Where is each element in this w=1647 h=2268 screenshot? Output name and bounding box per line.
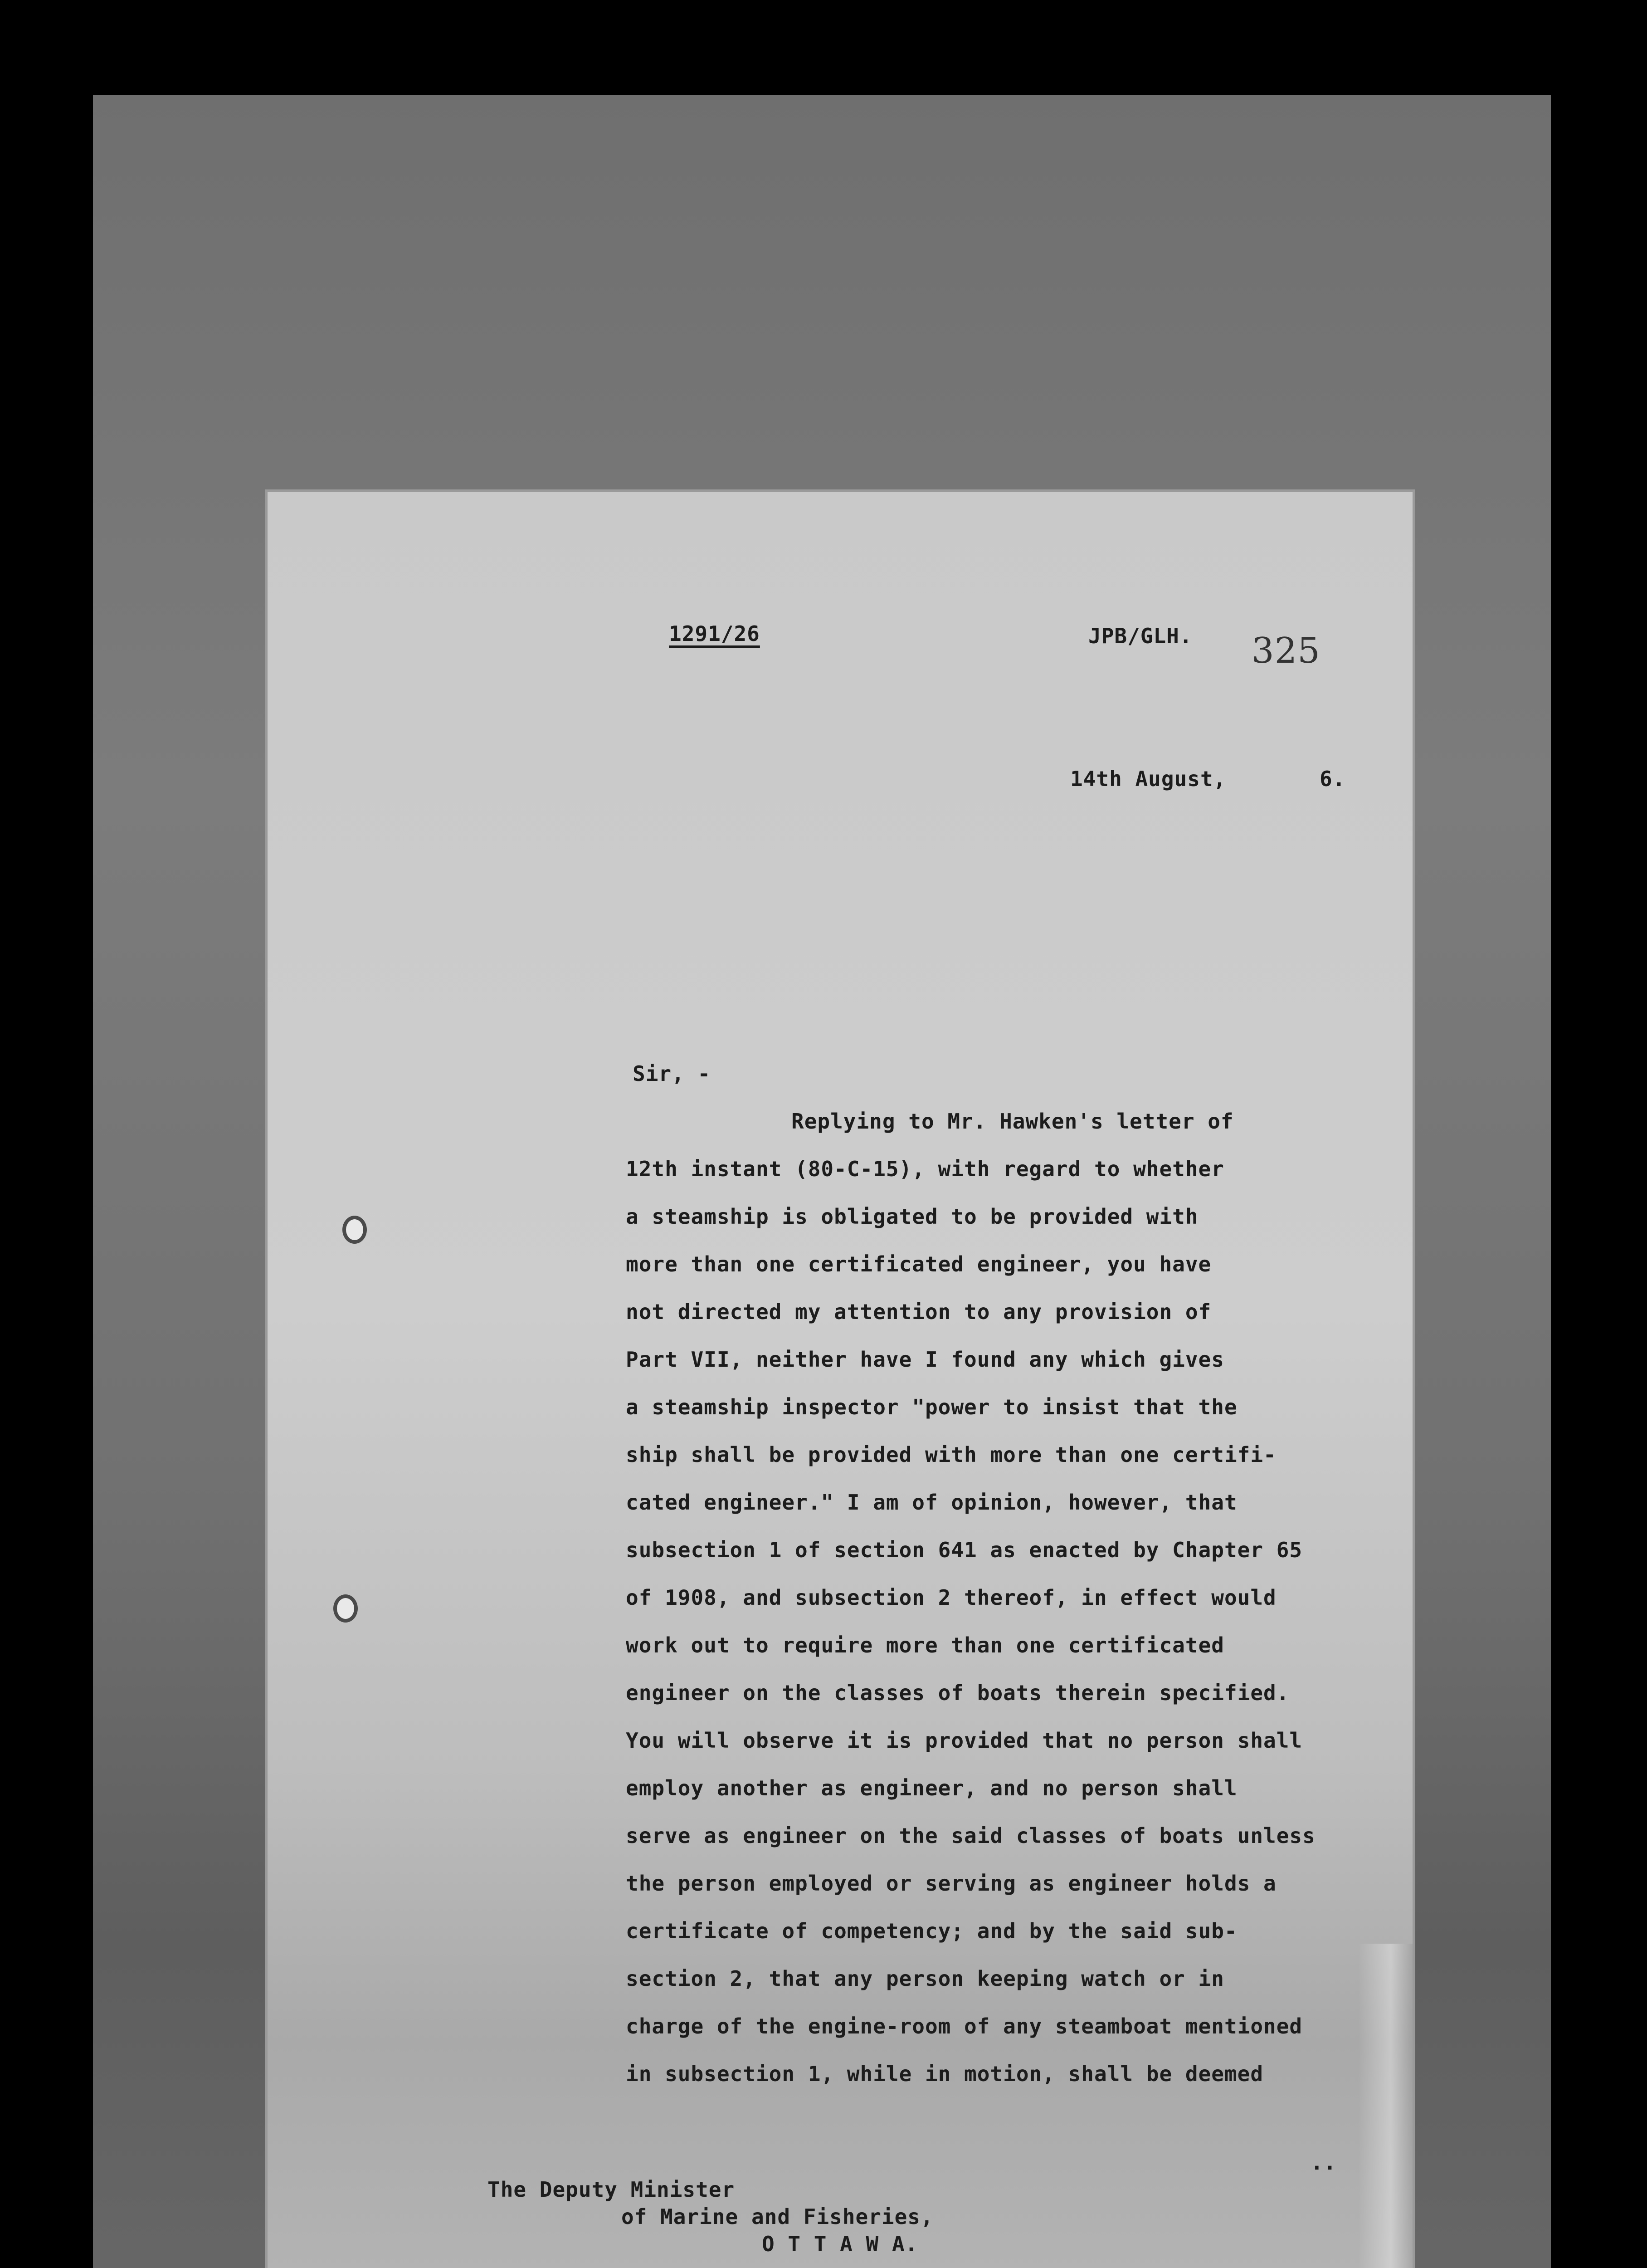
addressee-line: The Deputy Minister bbox=[487, 2177, 735, 2202]
continuation-mark: .. bbox=[1311, 2150, 1337, 2175]
letter-date: 14th August, bbox=[1070, 767, 1227, 791]
body-line: cated engineer." I am of opinion, however, that bbox=[626, 1490, 1238, 1515]
body-line: employ another as engineer, and no person shall bbox=[626, 1776, 1238, 1800]
typist-initials: JPB/GLH. bbox=[1088, 624, 1193, 648]
file-reference: 1291/26 bbox=[669, 621, 760, 646]
body-line: in subsection 1, while in motion, shall be deemed bbox=[626, 2062, 1264, 2086]
body-line: a steamship is obligated to be provided with bbox=[626, 1204, 1199, 1229]
letter-page bbox=[268, 492, 1413, 2268]
body-line: You will observe it is provided that no person shall bbox=[626, 1728, 1303, 1753]
body-line: certificate of competency; and by the said sub- bbox=[626, 1919, 1238, 1943]
body-line: the person employed or serving as engineer holds a bbox=[626, 1871, 1277, 1896]
addressee-line: O T T A W A. bbox=[762, 2232, 918, 2256]
punch-hole-lower bbox=[333, 1594, 358, 1623]
body-line: a steamship inspector "power to insist that the bbox=[626, 1395, 1238, 1419]
body-line: of 1908, and subsection 2 thereof, in effect would bbox=[626, 1585, 1277, 1610]
body-line: Replying to Mr. Hawken's letter of bbox=[791, 1109, 1234, 1134]
salutation: Sir, - bbox=[633, 1061, 711, 1086]
body-line: serve as engineer on the said classes of boats unless bbox=[626, 1823, 1316, 1848]
body-line: subsection 1 of section 641 as enacted by Chapter 65 bbox=[626, 1538, 1303, 1562]
body-line: engineer on the classes of boats therein specified. bbox=[626, 1681, 1290, 1705]
body-line: more than one certificated engineer, you have bbox=[626, 1252, 1212, 1276]
page-number: 325 bbox=[1252, 631, 1321, 671]
body-line: Part VII, neither have I found any which gives bbox=[626, 1347, 1224, 1372]
addressee-line: of Marine and Fisheries, bbox=[621, 2204, 934, 2229]
body-line: ship shall be provided with more than one certifi- bbox=[626, 1442, 1277, 1467]
punch-hole-upper bbox=[342, 1216, 367, 1244]
body-line: work out to require more than one certificated bbox=[626, 1633, 1224, 1657]
body-line: 12th instant (80-C-15), with regard to whether bbox=[626, 1157, 1224, 1181]
letter-year: 6. bbox=[1320, 767, 1346, 791]
body-line: charge of the engine-room of any steamboat mentioned bbox=[626, 2014, 1303, 2038]
body-line: not directed my attention to any provision of bbox=[626, 1300, 1212, 1324]
body-line: section 2, that any person keeping watch or in bbox=[626, 1966, 1224, 1991]
paper-fold bbox=[1358, 1944, 1413, 2268]
